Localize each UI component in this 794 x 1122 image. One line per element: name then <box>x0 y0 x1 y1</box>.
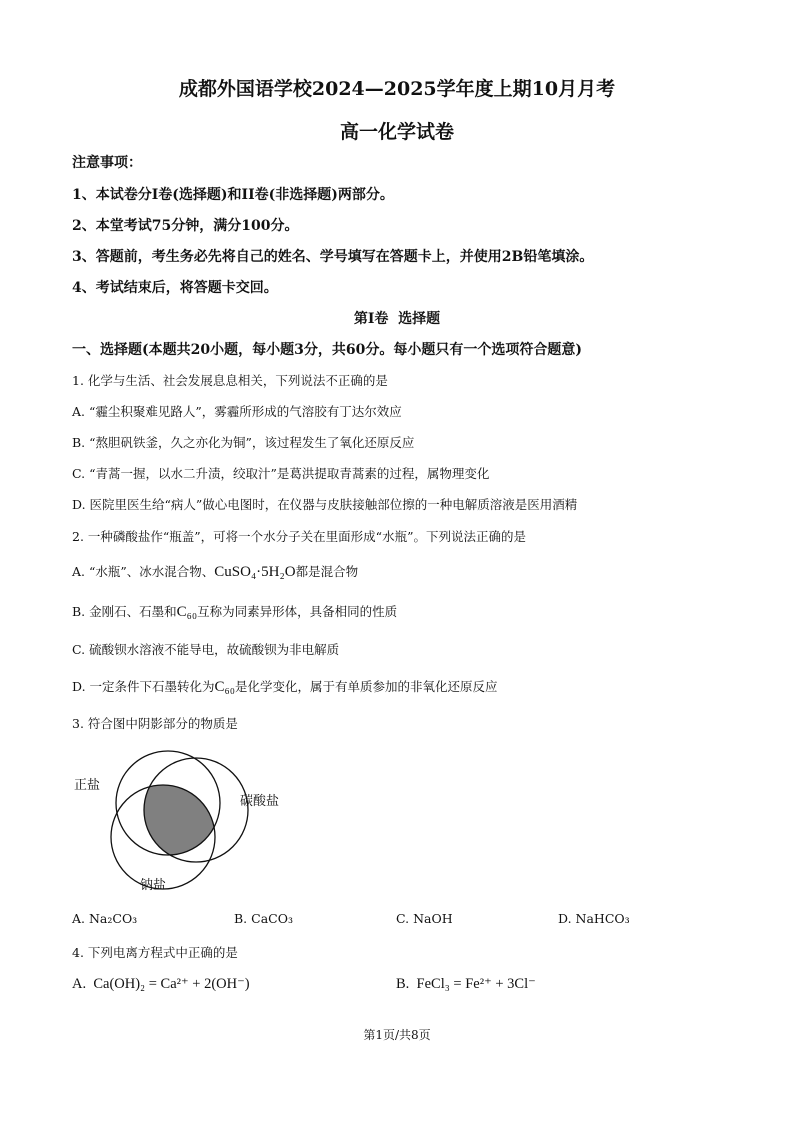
q1-option-a: A. “霾尘积聚难见路人”，雾霾所形成的气溶胶有丁达尔效应 <box>72 404 402 419</box>
q3-option-d: D. NaHCO₃ <box>558 911 630 926</box>
q3-stem: 3. 符合图中阴影部分的物质是 <box>72 716 238 731</box>
q2-option-a <box>72 562 358 581</box>
notice-item-3: 3、答题前，考生务必先将自己的姓名、学号填写在答题卡上，并使用2B铅笔填涂。 <box>72 249 594 265</box>
notice-item-4: 4、考试结束后，将答题卡交回。 <box>72 280 278 296</box>
q2-a-formula: CuSO₄·5H₂O <box>214 564 296 580</box>
q3-option-c: C. NaOH <box>396 911 453 926</box>
exam-subtitle: 高一化学试卷 <box>339 121 454 143</box>
q4-option-b: B. FeCl₃ = Fe²⁺ + 3Cl⁻ <box>396 976 536 992</box>
section-title: 第I卷 选择题 <box>353 311 441 327</box>
q4-option-a: A. Ca(OH)₂ = Ca²⁺ + 2(OH⁻) <box>72 976 250 992</box>
q2-b-text-post: 互称为同素异形体，具备相同的性质 <box>197 604 398 619</box>
notice-item-1: 1、本试卷分I卷(选择题)和II卷(非选择题)两部分。 <box>72 187 394 203</box>
q2-option-c: C. 硫酸钡水溶液不能导电，故硫酸钡为非电解质 <box>72 642 340 657</box>
q2-option-b <box>72 602 397 621</box>
venn-label-sodium-salt: 钠盐 <box>140 878 167 893</box>
exam-title: 成都外国语学校2024—2025学年度上期10月月考 <box>178 78 616 100</box>
q3-option-a: A. Na₂CO₃ <box>72 911 138 926</box>
notice-heading: 注意事项： <box>72 155 142 171</box>
q2-b-formula: C₆₀ <box>176 604 198 620</box>
q2-d-text-post: 是化学变化，属于有单质参加的非氧化还原反应 <box>235 679 498 694</box>
q2-d-text: D. 一定条件下石墨转化为 <box>72 679 215 694</box>
notice-item-2: 2、本堂考试75分钟，满分100分。 <box>72 218 299 234</box>
q1-option-c: C. “青蒿一握，以水二升渍，绞取汁”是葛洪提取青蒿素的过程，属物理变化 <box>72 466 490 481</box>
q1-option-b: B. “熬胆矾铁釜，久之亦化为铜”，该过程发生了氧化还原反应 <box>72 435 415 450</box>
q2-d-formula: C₆₀ <box>214 679 235 695</box>
venn-diagram <box>60 745 300 895</box>
q1-stem: 1. 化学与生活、社会发展息息相关，下列说法不正确的是 <box>72 373 388 388</box>
q2-option-d <box>72 677 498 696</box>
q2-a-text: A. “水瓶”、冰水混合物、 <box>72 564 215 579</box>
part-heading: 一、选择题(本题共20小题，每小题3分，共60分。每小题只有一个选项符合题意) <box>72 342 582 358</box>
venn-label-carbonate: 碳酸盐 <box>240 794 280 809</box>
venn-label-normal-salt: 正盐 <box>74 778 101 793</box>
q4-stem: 4. 下列电离方程式中正确的是 <box>72 945 238 960</box>
page-footer: 第1页/共8页 <box>363 1028 431 1042</box>
q2-b-text: B. 金刚石、石墨和 <box>72 604 177 619</box>
q3-option-b: B. CaCO₃ <box>234 911 293 926</box>
q1-option-d: D. 医院里医生给“病人”做心电图时，在仪器与皮肤接触部位擦的一种电解质溶液是医用酒精 <box>72 497 578 512</box>
q2-stem: 2. 一种磷酸盐作“瓶盖”，可将一个水分子关在里面形成“水瓶”。下列说法正确的是 <box>72 529 526 544</box>
q2-a-text-post: 都是混合物 <box>295 564 359 579</box>
